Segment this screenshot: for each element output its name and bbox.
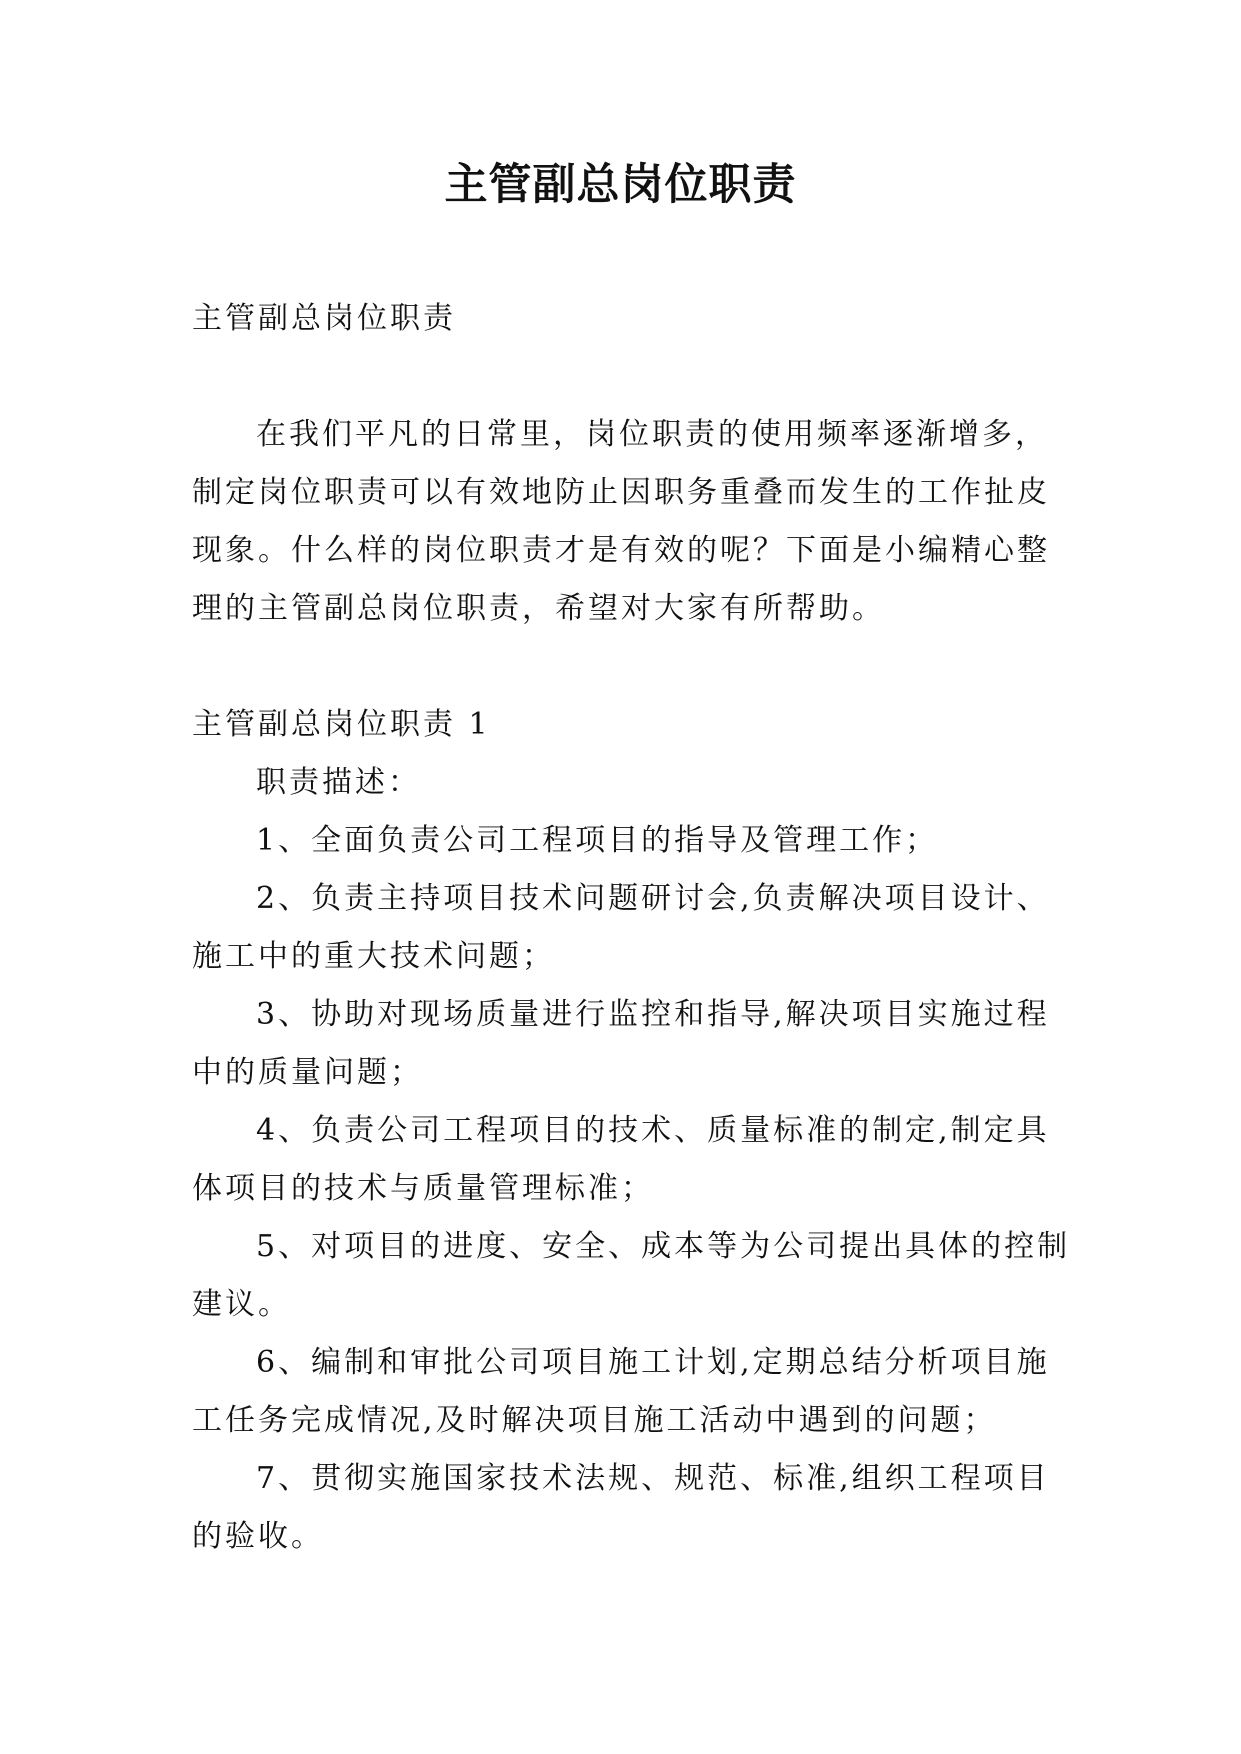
document-subtitle: 主管副总岗位职责 [192,301,456,336]
duty-item-6: 6、编制和审批公司项目施工计划,定期总结分析项目施工任务完成情况,及时解决项目施工活动中遇到的问题； [192,1345,1050,1438]
section-label: 职责描述： [256,765,421,800]
duty-item-1: 1、全面负责公司工程项目的指导及管理工作； [256,823,939,858]
duty-item-5: 5、对项目的进度、安全、成本等为公司提出具体的控制建议。 [192,1229,1071,1322]
duty-item-3: 3、协助对现场质量进行监控和指导,解决项目实施过程中的质量问题； [192,997,1050,1090]
document-title: 主管副总岗位职责 [444,160,797,210]
duty-item-7: 7、贯彻实施国家技术法规、规范、标准,组织工程项目的验收。 [192,1461,1050,1554]
duty-item-4: 4、负责公司工程项目的技术、质量标准的制定,制定具体项目的技术与质量管理标准； [192,1113,1050,1206]
document-body [192,290,1072,1566]
duty-item-2: 2、负责主持项目技术问题研讨会,负责解决项目设计、施工中的重大技术问题； [192,881,1050,974]
intro-paragraph: 在我们平凡的日常里，岗位职责的使用频率逐渐增多，制定岗位职责可以有效地防止因职务重叠而发生的工作扯皮现象。什么样的岗位职责才是有效的呢？下面是小编精心整理的主管副总岗位职责，希望对大家有所帮助。 [192,417,1050,626]
section-title: 主管副总岗位职责 1 [192,707,491,742]
